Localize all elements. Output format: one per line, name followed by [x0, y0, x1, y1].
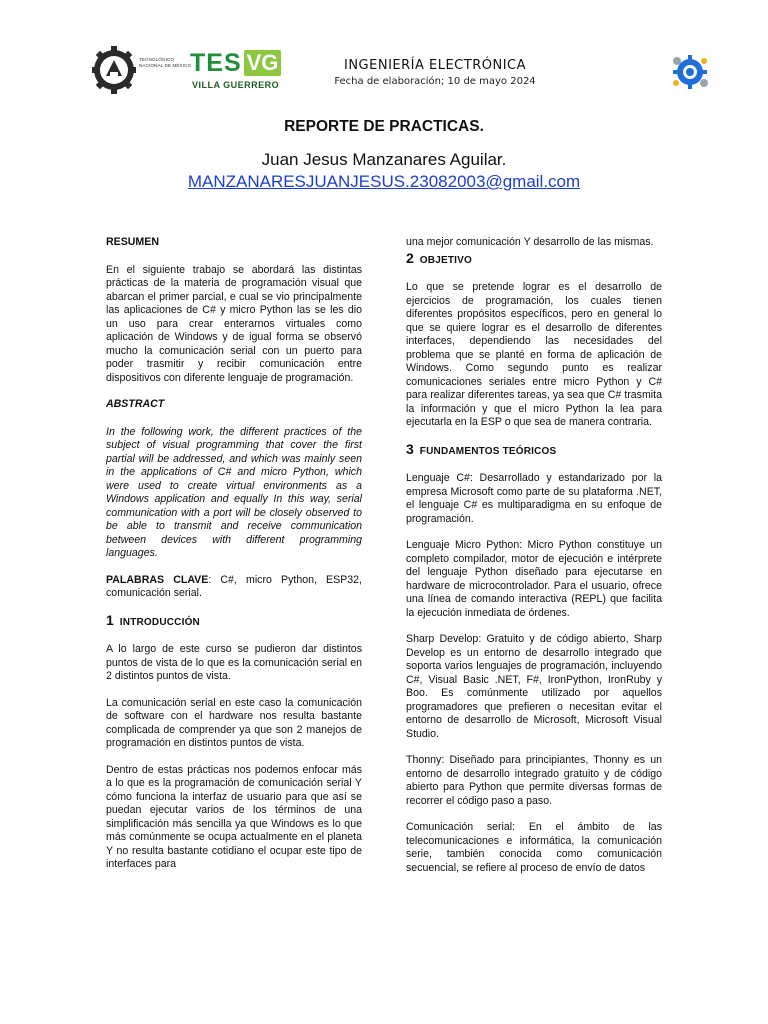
- continued-paragraph: una mejor comunicación Y desarrollo de las mismas.: [406, 236, 654, 248]
- author-email-link[interactable]: MANZANARESJUANJESUS.23082003@gmail.com: [187, 172, 581, 191]
- electronics-gear-icon: [668, 52, 712, 92]
- tecnm-logo-text: TECNOLÓGICO NACIONAL DE MÉXICO: [139, 57, 192, 68]
- resumen-paragraph: En el siguiente trabajo se abordará las distintas prácticas de la materia de programación visual que abarcan el primer parcial, e cual se vio principalmente las aplicaciones de C# y micro Python las se les dio un uso para crear enterarnos virtuales como aplicación de Windows y de igual forma se observó mucho la comunicación serial con un puerto para poder trasmitir y recibir comunicación entre dispositivos con diferente lenguaje de programación.: [106, 263, 362, 384]
- intro-paragraph-1: A lo largo de este curso se pudieron dar distintos puntos de vista de lo que es la comunicación serial en 2 distintos puntos de vista.: [106, 643, 362, 682]
- intro-paragraph-2: La comunicación serial en este caso la comunicación de software con el hardware nos resulta bastante complicada de comprender ya que son 2 manejos de programación en distintos puntos de vista.: [106, 696, 362, 749]
- right-column: [406, 236, 662, 888]
- document-header: [0, 0, 768, 110]
- objetivo-paragraph: Lo que se pretende lograr es el desarrollo de ejercicios de programación, los cuales tienen diferentes propósitos específicos, pero en general lo que se quiere lograr es el desarrollo de diferentes interfaces, dependiendo las necesidades del problema que se planté en forma de aplicación de Windows. Como segundo punto es realizar comunicaciones seriales entre micro Python y C# para realizar diferentes tareas, ya sea que C# trasmita la información y que el micro Python la lea para ejecutarla en la ESP o que sea de manera contraria.: [406, 281, 662, 428]
- section-number: 3: [406, 440, 414, 457]
- tes-logo-text: TES: [190, 48, 242, 77]
- abstract-heading: ABSTRACT: [106, 398, 165, 410]
- keywords-text: : C#, micro Python, ESP32, comunicación serial.: [106, 573, 362, 599]
- tesvg-logo: [190, 48, 281, 78]
- vg-logo-text: VG: [244, 50, 282, 76]
- header-text: [300, 58, 570, 87]
- fundamentos-paragraph-sharpdevelop: Sharp Develop: Gratuito y de código abierto, Sharp Develop es un entorno de desarrollo integrado que soporta varios lenguajes de programación, incluyendo C#, Visual Basic .NET, F#, IronPython, IronRuby y Boo. Es comúnmente utilizado por aquellos programadores que prefieren o necesitan evitar el entorno de desarrollo de Microsoft, Microsoft Visual Studio.: [406, 633, 662, 740]
- keywords-paragraph: [106, 574, 362, 601]
- fundamentos-heading: [406, 440, 662, 459]
- resumen-heading: RESUMEN: [106, 236, 159, 248]
- section-title: INTRODUCCIÓN: [119, 616, 200, 628]
- objetivo-heading: [406, 249, 662, 268]
- section-number: 2: [406, 249, 414, 266]
- intro-paragraph-3: Dentro de estas prácticas nos podemos enfocar más a lo que es la programación de comunicación serial Y cómo funciona la interfaz de usuario para que así se puedan ejecutar varios de los términos de una simplificación más sencilla ya que Windows es lo que más comúnmente se ocupa actualmente en el planeta Y no resulta bastante cotidiano el ocupar este tipo de interfaces para: [106, 763, 362, 870]
- title-block: [0, 118, 768, 192]
- introduccion-heading: [106, 611, 362, 630]
- fundamentos-paragraph-csharp: Lenguaje C#: Desarrollado y estandarizado por la empresa Microsoft como parte de su plataforma .NET, el lenguaje C# es multiparadigma en su enfoque de programación.: [406, 472, 662, 525]
- tecnm-gear-logo-icon: [92, 44, 136, 94]
- left-column: [106, 232, 362, 885]
- section-title: FUNDAMENTOS TEÓRICOS: [419, 445, 557, 457]
- abstract-paragraph: In the following work, the different practices of the subject of visual programming that cover the first partial will be addressed, and which was mainly seen in the applications of C# and micro Python, which were used to create virtual environments as a Windows application and equally In this way, serial communication with a port will be closely observed to be able to transmit and receive communication between devices with different programming languages.: [106, 425, 362, 559]
- villa-guerrero-text: VILLA GUERRERO: [192, 80, 280, 90]
- keywords-label: PALABRAS CLAVE: [106, 573, 209, 586]
- fundamentos-paragraph-serial: Comunicación serial: En el ámbito de las telecomunicaciones e informática, la comunicación serie, también conocida como comunicación secuencial, se refiere al proceso de envío de datos: [406, 821, 662, 874]
- header-date: Fecha de elaboración; 10 de mayo 2024: [334, 76, 536, 87]
- section-number: 1: [106, 611, 114, 628]
- author-name: Juan Jesus Manzanares Aguilar.: [261, 150, 507, 169]
- header-title: INGENIERÍA ELECTRÓNICA: [344, 58, 526, 73]
- fundamentos-paragraph-micropython: Lenguaje Micro Python: Micro Python constituye un completo compilador, motor de ejecución e intérprete del lenguaje Python diseñado para ejecutarse en hardware de microcontrolador. Para el usuario, ofrece una línea de comando interactiva (REPL) que facilita la ejecución inmediata de órdenes.: [406, 539, 662, 619]
- section-title: OBJETIVO: [419, 254, 472, 266]
- document-title: REPORTE DE PRACTICAS.: [284, 118, 484, 135]
- fundamentos-paragraph-thonny: Thonny: Diseñado para principiantes, Thonny es un entorno de desarrollo integrado gratuito y de código abierto para Python que permite diversas formas de recorrer el código paso a paso.: [406, 754, 662, 807]
- institution-logos: [92, 40, 282, 100]
